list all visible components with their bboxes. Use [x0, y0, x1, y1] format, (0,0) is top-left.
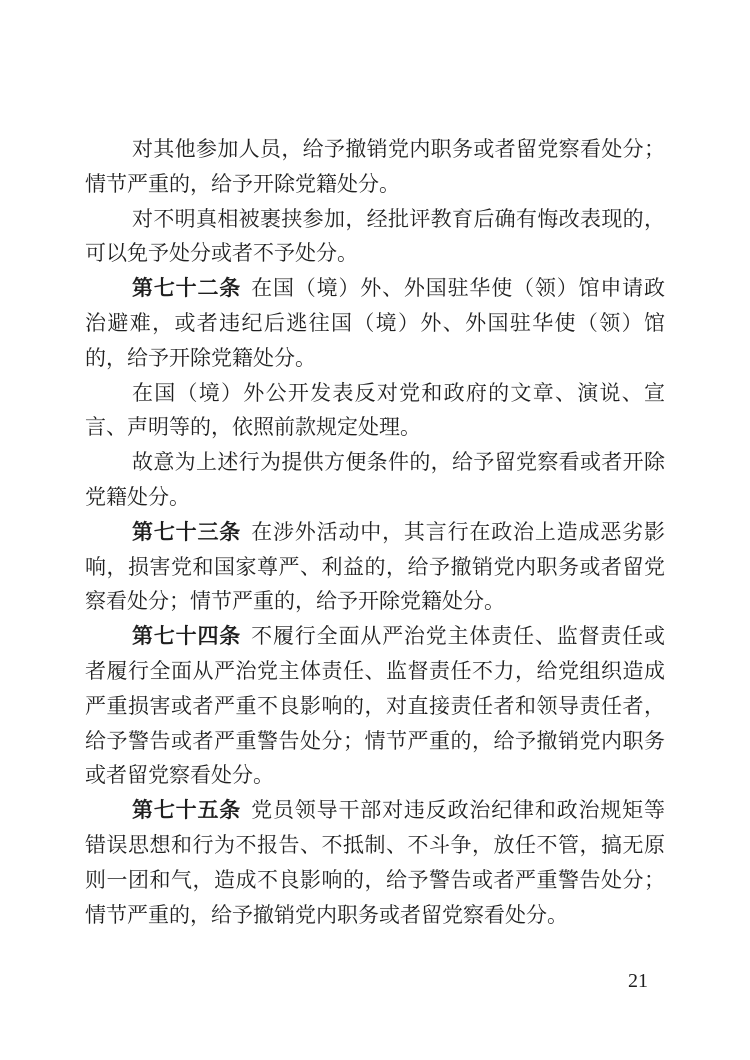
- paragraph: [85, 619, 665, 793]
- page-number: 21: [628, 970, 648, 992]
- document-body: [85, 132, 665, 932]
- paragraph-text: 党员领导干部对违反政治纪律和政治规矩等错误思想和行为不报告、不抵制、不斗争，放任不管，搞无原则一团和气，造成不良影响的，给予警告或者严重警告处分；情节严重的，给予撤销党内职务或者留党察看处分。: [85, 798, 666, 927]
- paragraph: [85, 515, 665, 619]
- paragraph: [85, 202, 665, 272]
- paragraph-text: 在涉外活动中，其言行在政治上造成恶劣影响，损害党和国家尊严、利益的，给予撤销党内职务或者留党察看处分；情节严重的，给予开除党籍处分。: [85, 519, 666, 614]
- paragraph: [85, 132, 665, 202]
- paragraph: [85, 271, 665, 375]
- article-number: 第七十四条: [132, 624, 242, 649]
- paragraph-text: 对其他参加人员，给予撤销党内职务或者留党察看处分；情节严重的，给予开除党籍处分。: [85, 137, 665, 196]
- article-number: 第七十三条: [132, 519, 242, 544]
- paragraph: [85, 793, 665, 932]
- paragraph-text: 在国（境）外、外国驻华使（领）馆申请政治避难，或者违纪后逃往国（境）外、外国驻华使（领）馆的，给予开除党籍处分。: [85, 276, 666, 370]
- paragraph: [85, 376, 665, 446]
- article-number: 第七十五条: [132, 798, 242, 823]
- article-number: 第七十二条: [132, 276, 242, 301]
- paragraph-text: 对不明真相被裹挟参加，经批评教育后确有悔改表现的，可以免予处分或者不予处分。: [85, 206, 665, 266]
- paragraph-text: 在国（境）外公开发表反对党和政府的文章、演说、宣言、声明等的，依照前款规定处理。: [85, 380, 665, 440]
- paragraph: [85, 445, 665, 515]
- paragraph-text: 故意为上述行为提供方便条件的，给予留党察看或者开除党籍处分。: [85, 450, 665, 509]
- paragraph-text: 不履行全面从严治党主体责任、监督责任或者履行全面从严治党主体责任、监督责任不力，给党组织造成严重损害或者严重不良影响的，对直接责任者和领导责任者，给予警告或者严重警告处分；情节严重的，给予撤销党内职务或者留党察看处分。: [85, 624, 666, 788]
